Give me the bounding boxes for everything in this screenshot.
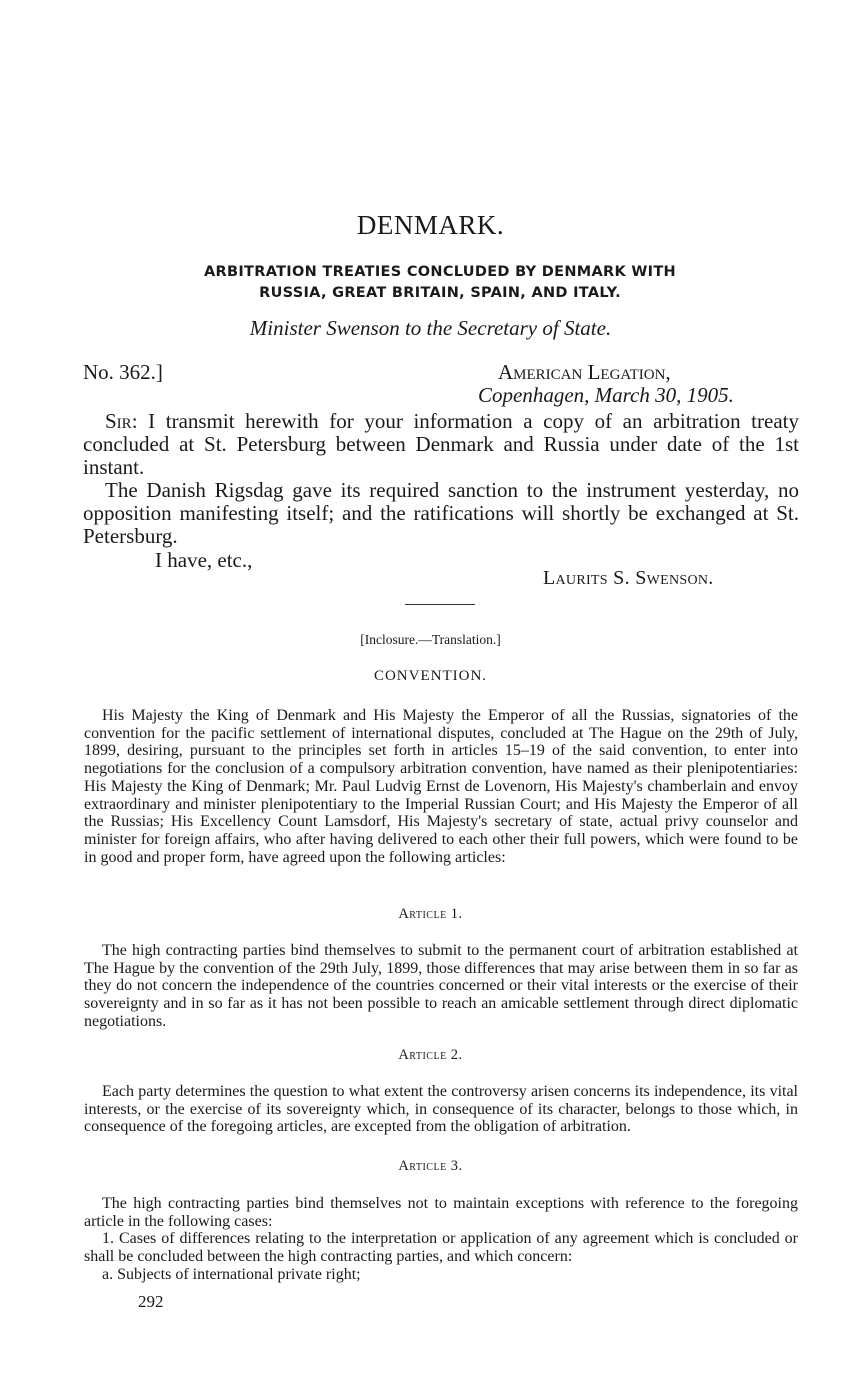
article-3-item-1: 1. Cases of differences relating to the interpretation or application of any agreement which is concluded or shall be concluded between the high contracting parties, and which concern: <box>84 1230 798 1266</box>
page-number: 292 <box>138 1292 164 1311</box>
convention-title: CONVENTION. <box>373 668 488 684</box>
article-3-text: The high contracting parties bind themselves not to maintain exceptions with reference to the foregoing article in the following cases: 1. Cases of differences relating to the interpretation or application of any agreement which is concluded or shall be concluded between the high contracting parties, and which concern: a. Subjects of international private right; <box>84 1195 798 1283</box>
legation-name: American Legation, <box>498 360 671 384</box>
convention-preamble: His Majesty the King of Denmark and His Majesty the Emperor of all the Russias, signatories of the convention for the pacific settlement of international disputes, concluded at The Hague on the 29th of July, 1899, desiring, pursuant to the principles set forth in articles 15–19 of the said convention, to enter into negotiations for the conclusion of a compulsory arbitration convention, have named as their plenipotentiaries: His Majesty the King of Denmark; Mr. Paul Ludvig Ernst de Lovenorn, His Majesty's chamberlain and envoy extraordinary and minister plenipotentiary to the Imperial Russian Court; and His Majesty the Emperor of all the Russias; His Excellency Count Lamsdorf, His Majesty's secretary of state, actual privy counselor and minister for foreign affairs, who after having delivered to each other their full powers, which were found to be in good and proper form, have agreed upon the following articles: <box>84 707 798 866</box>
inclosure-label: [Inclosure.—Translation.] <box>360 632 501 647</box>
letter-closing: I have, etc., <box>155 548 253 572</box>
article-1-heading: Article 1. <box>398 906 463 922</box>
salutation: Sir <box>105 409 132 433</box>
country-title: DENMARK. <box>356 210 505 240</box>
place-date: Copenhagen, March 30, 1905. <box>478 383 734 407</box>
headline-line-1: ARBITRATION TREATIES CONCLUDED BY DENMARK WITH <box>204 264 676 280</box>
section-divider <box>405 604 475 605</box>
headline-line-2: RUSSIA, GREAT BRITAIN, SPAIN, AND ITALY. <box>259 285 621 301</box>
document-number: No. 362.] <box>83 360 163 384</box>
article-3-item-a: a. Subjects of international private right; <box>102 1265 361 1283</box>
article-2-heading: Article 2. <box>398 1047 463 1063</box>
signature: Laurits S. Swenson. <box>543 567 714 589</box>
letter-subhead: Minister Swenson to the Secretary of State. <box>249 316 612 340</box>
letter-body <box>83 410 799 548</box>
article-2-text: Each party determines the question to what extent the controversy arisen concerns its independence, its vital interests, or the exercise of its sovereignty which, in consequence of its character, belongs to those which, in consequence of the foregoing articles, are excepted from the obligation of arbitration. <box>84 1083 798 1136</box>
section-headline <box>100 262 780 304</box>
article-1-text: The high contracting parties bind themselves to submit to the permanent court of arbitration established at The Hague by the convention of the 29th July, 1899, those differences that may arise between them in so far as they do not concern the independence of the countries concerned or their vital interests or the exercise of their sovereignty and in so far as it has not been possible to reach an amicable settlement through direct diplomatic negotiations. <box>84 942 798 1030</box>
letter-paragraph-2: The Danish Rigsdag gave its required sanction to the instrument yesterday, no opposition manifesting itself; and the ratifications will shortly be exchanged at St. Petersburg. <box>83 478 799 548</box>
article-3-heading: Article 3. <box>398 1158 463 1174</box>
letter-paragraph-1: Sir: I transmit herewith for your information a copy of an arbitration treaty concluded at St. Petersburg between Denmark and Russia under date of the 1st instant. <box>83 409 799 479</box>
